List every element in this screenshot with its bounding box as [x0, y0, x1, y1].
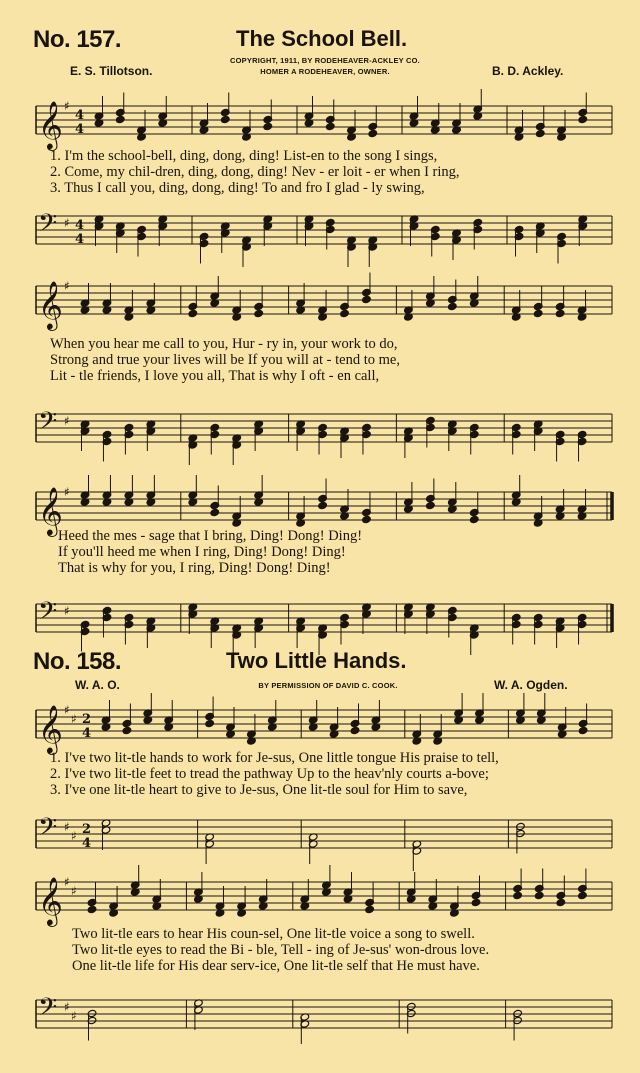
hymn-157-system-2-treble-staff — [0, 276, 640, 328]
note-icon — [511, 290, 521, 321]
treble-clef-icon: 𝄞 — [38, 704, 63, 753]
note-icon — [194, 872, 204, 903]
note-icon — [124, 613, 134, 644]
note-icon — [475, 693, 485, 724]
bass-clef-icon: 𝄢 — [38, 209, 58, 244]
note-icon — [130, 865, 140, 896]
bass-clef-icon: 𝄢 — [38, 407, 58, 442]
note-icon — [469, 276, 479, 307]
hymn-158-title: Two Little Hands. — [226, 648, 407, 673]
time-signature-top: 2 — [82, 712, 92, 727]
hymn-158-system-2-treble-staff — [0, 872, 640, 924]
note-icon — [555, 287, 565, 318]
hymn-157-sys2-verse-2: Strong and true your lives will be If you will at - tend to me, — [50, 352, 400, 368]
note-icon — [362, 493, 372, 524]
hymn-157-system-2-bass-staff — [0, 404, 640, 456]
note-icon — [469, 493, 479, 524]
note-icon — [428, 879, 438, 910]
note-icon — [534, 869, 544, 900]
hymn-158-system-1-treble-staff — [0, 700, 640, 752]
note-icon — [268, 700, 278, 731]
sharp-icon: ♯ — [64, 875, 70, 889]
hymn-158-sys1-verse-3: 3. I've one lit-tle heart to give to Je-sus, One lit-tle soul for Him to save, — [50, 782, 468, 798]
sharp-icon: ♯ — [64, 485, 70, 499]
note-icon — [340, 489, 350, 520]
hymn-157-sys2-verse-3: Lit - tle friends, I love you all, That is why I oft - en call, — [50, 368, 380, 384]
note-icon — [304, 96, 314, 127]
bass-clef-icon: 𝄢 — [38, 597, 58, 632]
time-signature-top: 2 — [82, 822, 92, 837]
bass-clef-icon: 𝄢 — [38, 993, 58, 1028]
note-icon — [533, 613, 543, 644]
note-icon — [137, 110, 147, 141]
note-icon — [448, 280, 458, 311]
note-icon — [340, 287, 350, 318]
sharp-icon: ♯ — [64, 216, 70, 230]
note-icon — [340, 613, 350, 644]
time-signature-bottom: 4 — [82, 726, 92, 741]
note-icon — [535, 107, 545, 138]
note-icon — [329, 707, 339, 738]
hymn-157-sys2-verse-1: When you hear me call to you, Hur - ry in, your work to do, — [50, 336, 398, 352]
hymn-158-composer: W. A. Ogden. — [494, 678, 568, 692]
hymn-158-number: No. 158. — [33, 648, 122, 675]
note-icon — [557, 707, 567, 738]
note-icon — [450, 886, 460, 917]
note-icon — [556, 876, 566, 907]
note-icon — [109, 886, 119, 917]
note-icon — [469, 624, 479, 655]
note-icon — [514, 110, 524, 141]
sharp-icon: ♯ — [64, 820, 70, 834]
note-icon — [448, 606, 458, 637]
sharp-icon: ♯ — [71, 1009, 77, 1023]
note-icon — [368, 107, 378, 138]
note-icon — [322, 865, 332, 896]
sharp-icon: ♯ — [64, 279, 70, 293]
note-icon — [513, 869, 523, 900]
hymn-158-sys2-verse-3: One lit-tle life for His dear serv-ice, One lit-tle self that He must have. — [72, 958, 480, 974]
copyright-line-1: COPYRIGHT, 1911, BY RODEHEAVER-ACKLEY CO. — [230, 56, 420, 65]
note-icon — [210, 486, 220, 517]
time-signature-top: 4 — [75, 218, 85, 233]
hymn-157-sys3-verse-3: That is why for you, I ring, Ding! Dong! Ding! — [58, 560, 331, 576]
note-icon — [406, 872, 416, 903]
note-icon — [555, 430, 565, 461]
note-icon — [215, 886, 225, 917]
note-icon — [220, 93, 230, 124]
note-icon — [102, 283, 112, 314]
hymn-158-sys1-verse-2: 2. I've two lit-tle feet to tread the pathway Up to the heav'nly courts a-bove; — [50, 766, 489, 782]
note-icon — [199, 103, 209, 134]
note-icon — [232, 290, 242, 321]
hymn-158-sys2-verse-2: Two lit-tle eyes to read the Bi - ble, Tell - ing of Je-sus' won-drous love. — [72, 942, 490, 958]
hymn-157-sys1-verse-1: 1. I'm the school-bell, ding, dong, ding! List-en to the song I sings, — [50, 148, 438, 164]
bass-clef-icon: 𝄢 — [38, 813, 58, 848]
note-icon — [296, 496, 306, 527]
note-icon — [514, 225, 524, 256]
note-icon — [124, 475, 134, 506]
sharp-icon: ♯ — [64, 99, 70, 113]
note-icon — [452, 103, 462, 134]
hymn-158-sys2-verse-1: Two lit-tle ears to hear His coun-sel, One lit-tle voice a song to swell. — [72, 926, 475, 942]
note-icon — [343, 872, 353, 903]
hymn-158-permission: BY PERMISSION OF DAVID C. COOK. — [258, 681, 398, 690]
note-icon — [115, 93, 125, 124]
note-icon — [237, 886, 247, 917]
note-icon — [318, 423, 328, 454]
time-signature-top: 4 — [75, 108, 85, 123]
note-icon — [578, 704, 588, 735]
hymn-157-number: No. 157. — [33, 26, 122, 53]
note-icon — [102, 430, 112, 461]
hymn-158-system-1-bass-staff — [0, 810, 640, 862]
sharp-icon: ♯ — [71, 712, 77, 726]
note-icon — [448, 482, 458, 513]
hymn-158-sys1-verse-1: 1. I've two lit-tle hands to work for Je-sus, One little tongue His praise to tell, — [50, 750, 499, 766]
sharp-icon: ♯ — [64, 604, 70, 618]
note-icon — [308, 700, 318, 731]
note-icon — [226, 707, 236, 738]
note-icon — [412, 714, 422, 745]
hymn-157-title: The School Bell. — [236, 26, 408, 51]
note-icon — [232, 496, 242, 527]
note-icon — [350, 704, 360, 735]
note-icon — [430, 103, 440, 134]
hymn-157-sys3-verse-1: Heed the mes - sage that I bring, Ding! Dong! Ding! — [58, 528, 363, 544]
note-icon — [473, 218, 483, 249]
note-icon — [555, 489, 565, 520]
note-icon — [102, 475, 112, 506]
note-icon — [318, 290, 328, 321]
note-icon — [325, 100, 335, 131]
sharp-icon: ♯ — [64, 703, 70, 717]
hymn-157-system-1-treble-staff — [0, 96, 640, 148]
note-icon — [242, 110, 252, 141]
note-icon — [94, 96, 104, 127]
note-icon — [210, 423, 220, 454]
note-icon — [300, 879, 310, 910]
note-icon — [469, 423, 479, 454]
hymn-157-system-1-bass-staff — [0, 206, 640, 258]
hymn-157-composer: B. D. Ackley. — [492, 64, 564, 78]
note-icon — [473, 89, 483, 120]
note-icon — [102, 606, 112, 637]
note-icon — [205, 697, 215, 728]
note-icon — [426, 416, 436, 447]
note-icon — [146, 283, 156, 314]
note-icon — [578, 93, 588, 124]
note-icon — [347, 110, 357, 141]
note-icon — [80, 475, 90, 506]
note-icon — [325, 218, 335, 249]
hymn-157-system-3-treble-staff — [0, 482, 640, 534]
note-icon — [511, 475, 521, 506]
note-icon — [362, 273, 372, 304]
note-icon — [577, 290, 587, 321]
note-icon — [430, 225, 440, 256]
note-icon — [365, 883, 375, 914]
note-icon — [124, 290, 134, 321]
note-icon — [511, 423, 521, 454]
treble-clef-icon: 𝄞 — [38, 486, 63, 535]
note-icon — [362, 423, 372, 454]
hymn-157-sys3-verse-2: If you'll heed me when I ring, Ding! Dong! Ding! — [58, 544, 346, 560]
note-icon — [247, 714, 257, 745]
note-icon — [188, 287, 198, 318]
note-icon — [347, 236, 357, 267]
note-icon — [188, 475, 198, 506]
time-signature-bottom: 4 — [75, 232, 85, 247]
note-icon — [254, 475, 264, 506]
sharp-icon: ♯ — [71, 884, 77, 898]
note-icon — [80, 620, 90, 651]
note-icon — [433, 714, 443, 745]
treble-clef-icon: 𝄞 — [38, 280, 63, 329]
note-icon — [577, 489, 587, 520]
note-icon — [368, 236, 378, 267]
note-icon — [537, 693, 547, 724]
note-icon — [124, 423, 134, 454]
note-icon — [87, 883, 97, 914]
note-icon — [412, 840, 422, 871]
note-icon — [426, 479, 436, 510]
note-icon — [258, 879, 268, 910]
note-icon — [263, 100, 273, 131]
hymn-157-lyricist: E. S. Tillotson. — [70, 64, 153, 78]
hymn-158-lyricist: W. A. O. — [75, 678, 120, 692]
hymn-157-system-3-bass-staff — [0, 594, 640, 646]
note-icon — [557, 110, 567, 141]
note-icon — [80, 283, 90, 314]
note-icon — [371, 700, 381, 731]
note-icon — [210, 276, 220, 307]
note-icon — [454, 693, 464, 724]
note-icon — [577, 430, 587, 461]
note-icon — [318, 479, 328, 510]
note-icon — [122, 704, 132, 735]
hymn-157-sys1-verse-2: 2. Come, my chil-dren, ding, dong, ding! Nev - er loit - er when I ring, — [50, 164, 460, 180]
note-icon — [146, 475, 156, 506]
note-icon — [471, 876, 481, 907]
note-icon — [404, 482, 414, 513]
note-icon — [137, 225, 147, 256]
sharp-icon: ♯ — [64, 1000, 70, 1014]
treble-clef-icon: 𝄞 — [38, 100, 63, 149]
hymn-157-copyright — [210, 55, 440, 77]
treble-clef-icon: 𝄞 — [38, 876, 63, 925]
note-icon — [409, 96, 419, 127]
note-icon — [101, 700, 111, 731]
sharp-icon: ♯ — [71, 829, 77, 843]
note-icon — [533, 287, 543, 318]
note-icon — [516, 693, 526, 724]
time-signature-bottom: 4 — [82, 836, 92, 851]
note-icon — [533, 496, 543, 527]
note-icon — [404, 290, 414, 321]
note-icon — [199, 232, 209, 263]
note-icon — [254, 287, 264, 318]
sharp-icon: ♯ — [64, 414, 70, 428]
note-icon — [557, 232, 567, 263]
note-icon — [158, 96, 168, 127]
copyright-line-2: HOMER A RODEHEAVER, OWNER. — [260, 67, 390, 76]
note-icon — [152, 879, 162, 910]
time-signature-bottom: 4 — [75, 122, 85, 137]
note-icon — [242, 236, 252, 267]
note-icon — [578, 869, 588, 900]
hymn-157-sys1-verse-3: 3. Thus I call you, ding, dong, ding! To and fro I glad - ly swing, — [50, 180, 425, 196]
note-icon — [426, 276, 436, 307]
hymn-158-system-2-bass-staff — [0, 990, 640, 1042]
note-icon — [188, 434, 198, 465]
note-icon — [143, 693, 153, 724]
note-icon — [164, 700, 174, 731]
note-icon — [577, 613, 587, 644]
note-icon — [232, 434, 242, 465]
note-icon — [296, 283, 306, 314]
note-icon — [511, 613, 521, 644]
